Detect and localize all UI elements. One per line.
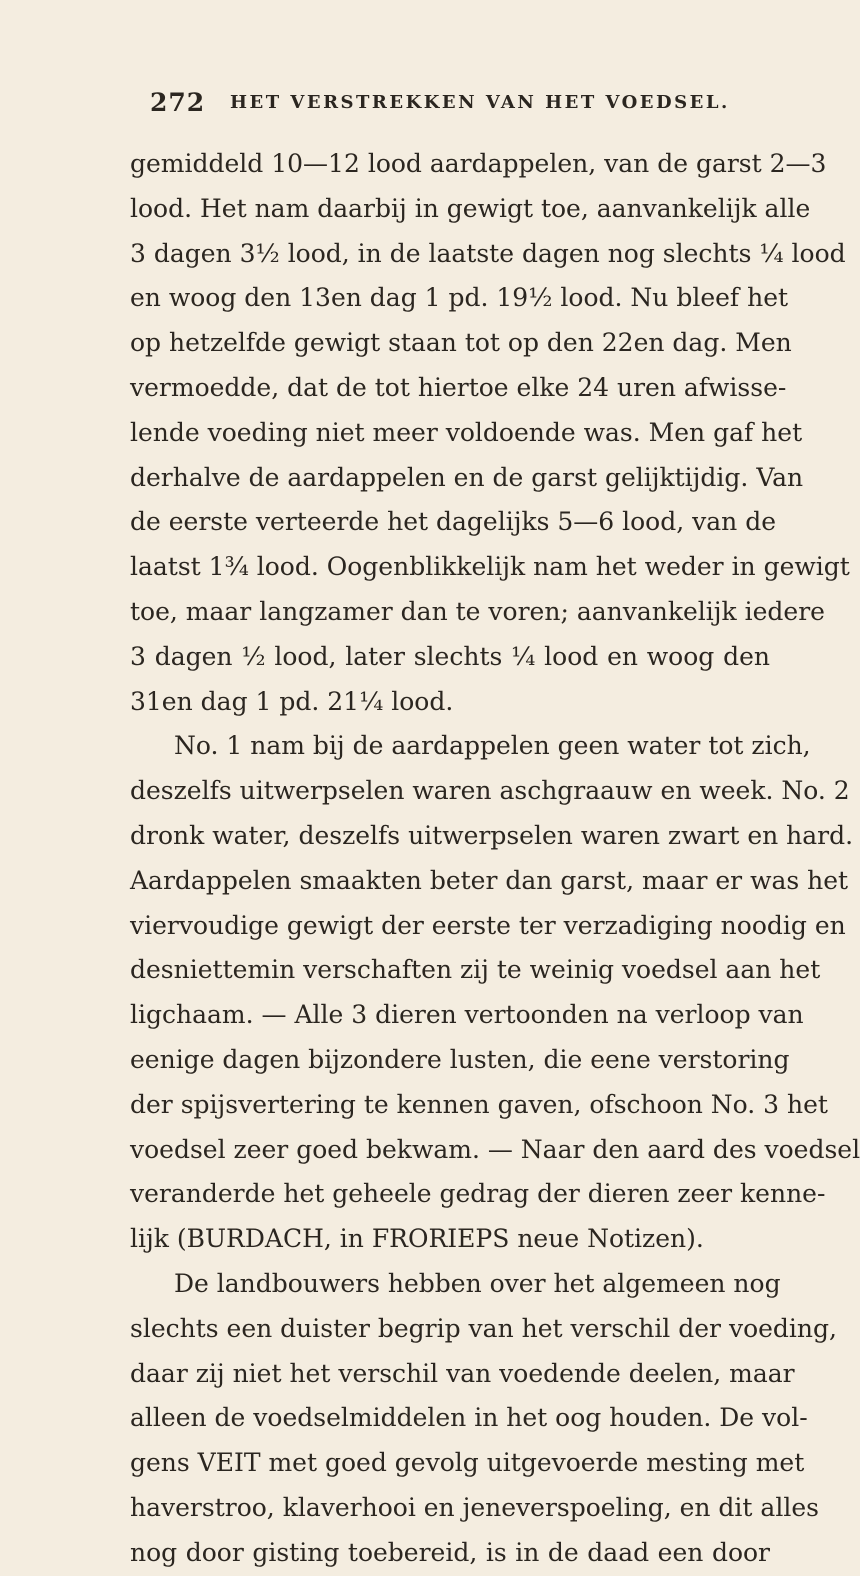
running-title: HET VERSTREKKEN VAN HET VOEDSEL.: [230, 92, 730, 113]
text-line: slechts een duister begrip van het verschil der voeding,: [130, 1313, 837, 1343]
text-line: ligchaam. — Alle 3 dieren vertoonden na verloop van: [130, 1000, 804, 1030]
text-line: haverstroo, klaverhooi en jeneverspoeling, en dit alles: [130, 1492, 819, 1522]
paragraph-start-line: No. 1 nam bij de aardappelen geen water tot zich,: [174, 731, 811, 761]
text-line: toe, maar langzamer dan te voren; aanvankelijk iedere: [130, 596, 825, 626]
text-line: gens VEIT met goed gevolg uitgevoerde mesting met: [130, 1448, 805, 1478]
text-line: laatst 1¾ lood. Oogenblikkelijk nam het weder in gewigt: [130, 552, 850, 582]
text-line: 3 dagen ½ lood, later slechts ¼ lood en woog den: [130, 641, 770, 671]
page-header: [150, 88, 750, 124]
text-line: nog door gisting toebereid, is in de daad een door: [130, 1537, 770, 1567]
paragraph-start-line: De landbouwers hebben over het algemeen nog: [174, 1268, 781, 1298]
text-line: eenige dagen bijzondere lusten, die eene verstoring: [130, 1044, 790, 1074]
text-line: en woog den 13en dag 1 pd. 19½ lood. Nu bleef het: [130, 283, 789, 313]
text-line: gemiddeld 10—12 lood aardappelen, van de garst 2—3: [130, 149, 827, 178]
text-line: lijk (BURDACH, in FRORIEPS neue Notizen).: [130, 1224, 704, 1254]
text-line: deszelfs uitwerpselen waren aschgraauw en week. No. 2: [130, 776, 850, 806]
text-line: 3 dagen 3½ lood, in de laatste dagen nog slechts ¼ lood: [130, 238, 846, 268]
text-line: de eerste verteerde het dagelijks 5—6 lood, van de: [130, 507, 776, 537]
text-line: der spijsvertering te kennen gaven, ofschoon No. 3 het: [130, 1089, 828, 1119]
page-number: 272: [150, 88, 206, 117]
text-line: viervoudige gewigt der eerste ter verzadiging noodig en: [130, 910, 846, 940]
text-line: veranderde het geheele gedrag der dieren zeer kenne-: [130, 1179, 826, 1209]
text-line: op hetzelfde gewigt staan tot op den 22en dag. Men: [130, 328, 792, 358]
body-text: [130, 142, 860, 1576]
text-line: Aardappelen smaakten beter dan garst, maar er was het: [130, 865, 849, 895]
text-line: dronk water, deszelfs uitwerpselen waren zwart en hard.: [130, 820, 854, 850]
text-line: daar zij niet het verschil van voedende deelen, maar: [130, 1358, 795, 1388]
text-line: alleen de voedselmiddelen in het oog houden. De vol-: [130, 1403, 808, 1433]
text-line: 31en dag 1 pd. 21¼ lood.: [130, 686, 454, 716]
text-line: lood. Het nam daarbij in gewigt toe, aanvankelijk alle: [130, 193, 811, 223]
text-line: desniettemin verschaften zij te weinig voedsel aan het: [130, 955, 821, 985]
text-line: vermoedde, dat de tot hiertoe elke 24 uren afwisse-: [130, 372, 787, 402]
text-line: derhalve de aardappelen en de garst gelijktijdig. Van: [130, 462, 804, 492]
text-line: lende voeding niet meer voldoende was. Men gaf het: [130, 417, 803, 447]
text-line: voedsel zeer goed bekwam. — Naar den aard des voedsel: [130, 1134, 860, 1164]
